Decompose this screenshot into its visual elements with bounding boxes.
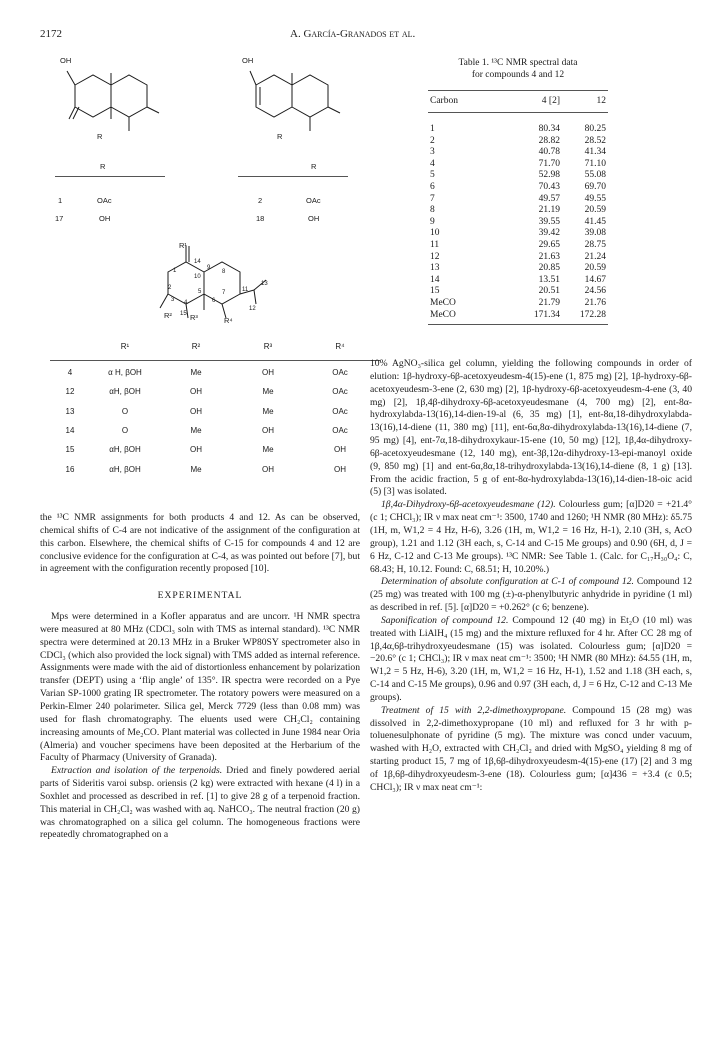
shift-cell: 20.59 xyxy=(584,263,606,274)
atom-11: 11 xyxy=(242,287,249,293)
carbon-cell: 8 xyxy=(430,205,435,216)
section-heading: EXPERIMENTAL xyxy=(157,590,243,602)
shift-cell: 21.63 xyxy=(538,251,560,262)
table-row xyxy=(430,170,606,182)
atom-6: 6 xyxy=(212,298,216,304)
atom-12: 12 xyxy=(249,306,256,312)
table1-header: Carbon 4 [2] 12 xyxy=(430,96,606,106)
paragraph: Dried and finely powdered aerial parts of Sideritis varoi subsp. oriensis (2 kg) were extracted with hexane (4 l) in a Soxhlet and processed as described in ref. [1] to give 28 g of a terpenoid fraction. This material in CH₂Cl₂ was washed with aq. NaHCO₃. The neutral fraction (20 g) was chromatographed on a silica gel column. The homogeneous fractions were repeatedly chromatographed on a xyxy=(40,765,360,841)
carbon-cell: 6 xyxy=(430,181,435,192)
r-label-left: R xyxy=(97,132,103,141)
r2-label: R² xyxy=(164,311,172,320)
col-r2: R² xyxy=(191,342,201,351)
shift-cell: 80.25 xyxy=(584,124,606,134)
structure-eudesmene xyxy=(222,55,352,155)
paragraph: Compound 15 (28 mg) was dissolved in 2,2-dimethoxypropane (10 ml) and refluxed for 3 hr with p-toluenesulphonate of pyridine (5 mg). The mixture was concd under vacuum, washed with H₂O, extracted with CH₂Cl₂ and dried with MgSO₄ yielding 8 mg of starting product 15, 7 mg of 1β,6β-dihydroxyeudesm-4(15)-ene (17) [2] and 3 mg of 1β,6β-dihydroxyeudesm-3-ene (18). Colourless gum; [α]436 = +3.4 (c 0.5; CHCl₃); IR ν max neat cm⁻¹: xyxy=(370,704,692,793)
shift-cell: 21.19 xyxy=(538,205,560,216)
r-head-right: R xyxy=(311,162,317,171)
structure-eudesmane-exo xyxy=(45,55,175,155)
carbon-cell: 3 xyxy=(430,147,435,158)
table-row xyxy=(430,240,606,252)
atom-7: 7 xyxy=(222,290,226,296)
r4-label: R⁴ xyxy=(224,316,233,325)
table-row xyxy=(430,310,606,322)
shift-cell: 52.98 xyxy=(538,170,560,181)
table1-body xyxy=(430,124,606,321)
table-row xyxy=(430,263,606,275)
cmpd-num: 17 xyxy=(55,214,64,223)
table-row xyxy=(430,252,606,264)
atom-9: 9 xyxy=(207,265,211,271)
atom-13: 13 xyxy=(261,281,268,287)
table-row xyxy=(430,159,606,171)
table-row xyxy=(430,136,606,148)
subsection-title: Treatment of 15 with 2,2-dimethoxypropane. xyxy=(381,704,567,716)
atom-5: 5 xyxy=(198,289,202,295)
atom-4: 4 xyxy=(184,300,188,306)
atom-8: 8 xyxy=(222,269,226,275)
shift-cell: 55.08 xyxy=(584,170,606,181)
shift-cell: 29.65 xyxy=(538,239,560,250)
shift-cell: 24.56 xyxy=(584,286,606,297)
table-row: 12 αH, βOH OH Me OAc xyxy=(65,387,348,397)
shift-cell: 13.51 xyxy=(538,274,560,285)
shift-cell: 71.70 xyxy=(538,158,560,169)
r1-label: R¹ xyxy=(179,241,187,250)
oh-label-left: OH xyxy=(60,56,72,65)
shift-cell: 49.55 xyxy=(584,193,606,204)
carbon-cell: 7 xyxy=(430,193,435,204)
shift-cell: 172.28 xyxy=(579,309,606,320)
shift-cell: 14.67 xyxy=(584,274,606,285)
shift-cell: 39.42 xyxy=(538,228,560,239)
carbon-cell: 5 xyxy=(430,170,435,181)
table-row: 15 αH, βOH OH Me OH xyxy=(65,445,346,455)
table-row xyxy=(430,228,606,240)
page-number: 2172 xyxy=(40,28,62,40)
carbon-cell: MeCO xyxy=(430,309,456,320)
table-row xyxy=(430,217,606,229)
shift-cell: 171.34 xyxy=(533,309,560,320)
shift-cell: 39.55 xyxy=(538,216,560,227)
shift-cell: 28.82 xyxy=(538,135,560,146)
paragraph: Compound 12 (40 mg) in Et₂O (10 ml) was treated with LiAlH₄ (15 mg) and the mixture refluxed for 4 hr. After CC 28 mg of 1β,4α,6β-trihydroxyeudesmane (15) was isolated. Colourless gum; [α]D20 = −20.6° (c 1; CHCl₃); IR ν max neat cm⁻¹: 3500; ¹H NMR (80 MHz): δ4.55 (1H, m, W1,2 = 5 Hz, H-6), 3.20 (1H, m, W1,2 = 16 Hz, H-1), 1.52 and 1.18 (3H each, s, C-14 and C-15 Me groups), 0.96 and 0.97 (3H each, d, J = 6 Hz, C-12 and C-13 Me groups). xyxy=(370,614,692,703)
table-row: 4 α H, βOH Me OH OAc xyxy=(67,368,348,378)
subsection-title: 1β,4α-Dihydroxy-6β-acetoxyeudesmane (12). xyxy=(381,499,556,511)
atom-1: 1 xyxy=(173,268,177,274)
substituent-table xyxy=(50,363,376,479)
subsection-title: Extraction and isolation of the terpenoids. xyxy=(51,765,223,777)
carbon-cell: 2 xyxy=(430,135,435,146)
atom-14: 14 xyxy=(194,259,201,265)
carbon-cell: MeCO xyxy=(430,297,456,308)
carbon-cell: 11 xyxy=(430,239,440,250)
carbon-cell: 10 xyxy=(430,228,440,239)
col-r3: R³ xyxy=(263,342,273,351)
subsection-title: Determination of absolute configuration at C-1 of compound 12. xyxy=(381,576,634,588)
paragraph: 10% AgNO₃-silica gel column, yielding the following compounds in order of elution: 1β-hydroxy-6β-acetoxyeudesm-4(15)-ene (1, 875 mg) [2], 1β-hydroxy-6β-acetoxyeudesm-3-ene (2, 630 mg) [2], 1β-hydroxy-6β-acetoxyeudesm-4-ene (3, 40 mg) [2], 1β,4β-dihydroxy-6β-acetoxyeudesmane (4, 700 mg) [2], ent-8α-hydroxylabda-13(16),14-dien-19-al (6, 35 mg) [1], ent-8α,18-dihydroxylabda-13(16),14-diene (11, 380 mg) [11], ent-6α,8α-dihydroxylabda-13(16),14-diene (7, 95 mg) [4], ent-7α,18-dihydroxykaur-15-ene (10, 50 mg) [12], 1β,4α-dihydroxy-6β-acetoxyeudesmane (12, 140 mg), ent-3β,12α-dihydroxy-13-epi-manoyl oxide (9, 850 mg) [1] and ent-6α,8α,18-trihydroxylabda-13(16),14-diene (8, 1 g) [13]. From the acidic fraction, 5 g of ent-8α-hydroxylabda-13(16),14-dien-18-oic acid (5) [3] was isolated. xyxy=(370,358,692,498)
table-row: 16 αH, βOH Me OH OH xyxy=(65,464,346,474)
r-value: OAc xyxy=(97,196,112,205)
paragraph: the ¹³C NMR assignments for both products 4 and 12. As can be observed, chemical shifts of C-4 are not indicative of the assignment of the configuration at this carbon. Elsewhere, the chemical shifts of C-15 for compounds 4 and 12 are conclusive evidence for the configuration at C-4, as was pointed out before [7], but in agreement with the configuration recently proposed [10]. xyxy=(40,512,360,575)
table-row: 14 O Me OH OAc xyxy=(65,426,348,436)
r-value: OH xyxy=(308,214,320,223)
shift-cell: 20.59 xyxy=(584,205,606,216)
paragraph: Colourless gum; [α]D20 = +21.4° (c 1; CHCl₃); IR ν max neat cm⁻¹: 3500, 1740 and 1260; ¹H NMR (80 MHz): δ5.75 (1H, m, W1,2 = 4 Hz, H-6), 3.26 (1H, m, W1,2 = 16 Hz, H-1), 2.10 (3H, s, AcO group), 1.21 and 1.12 (3H each, s, C-14 and C-15 Me groups) and 0.90 (6H, d, J = 6 Hz, C-12 and C-13 Me groups). ¹³C NMR: See Table 1. (Calc. for C₁₇H₃₀O₄: C, 68.43; H, 10.12. Found: C, 68.51; H, 10.20%.) xyxy=(370,499,692,575)
table-row xyxy=(430,147,606,159)
subsection-title: Saponification of compound 12. xyxy=(381,614,509,626)
table-row xyxy=(430,124,606,136)
r-head-left: R xyxy=(100,162,106,171)
carbon-cell: 15 xyxy=(430,286,440,297)
carbon-cell: 13 xyxy=(430,263,440,274)
atom-2: 2 xyxy=(168,285,172,291)
carbon-cell: 1 xyxy=(430,124,435,134)
paragraph: Mps were determined in a Kofler apparatus and are uncorr. ¹H NMR spectra were measured at 80 MHz (CDCl₃ soln with TMS as internal standard). ¹³C NMR spectra were determined at 20.13 MHz in a Bruker WP80SY spectrometer also in CDCl₃ (which also provided the lock signal) with TMS added as internal reference. Assignments were made with the aid of distortionless enhancement by polarization transfer (DEPT) using a ‘flip angle’ of 135°. IR spectra were recorded on a Pye Varian SP-1000 grating IR spectrometer. The rotatory powers were measured on a Perkin-Elmer 240 polarimeter. Silica gel, Merck 7729 (less than 0.08 mm) was used for flash chromatography. The eluents used were CH₂Cl₂ containing increasing amounts of Me₂CO. Plant material was collected in June 1984 near Oria (Almeria) and voucher specimens have been deposited at the Herbarium of the Faculty of Pharmacy (University of Granada). xyxy=(40,611,360,764)
shift-cell: 28.52 xyxy=(584,135,606,146)
table-row xyxy=(430,275,606,287)
r-value: OAc xyxy=(306,196,321,205)
shift-cell: 20.51 xyxy=(538,286,560,297)
r3-label: R³ xyxy=(190,313,198,322)
shift-cell: 21.24 xyxy=(584,251,606,262)
shift-cell: 49.57 xyxy=(538,193,560,204)
table-row xyxy=(430,182,606,194)
oh-label-right: OH xyxy=(242,56,254,65)
atom-10: 10 xyxy=(194,274,201,280)
table-row xyxy=(430,205,606,217)
atom-3: 3 xyxy=(171,297,175,303)
carbon-cell: 14 xyxy=(430,274,440,285)
table-row: 13 O OH Me OAc xyxy=(65,406,348,416)
atom-15: 15 xyxy=(180,311,187,317)
table1-caption: Table 1. ¹³C NMR spectral data for compounds 4 and 12 xyxy=(458,58,578,80)
shift-cell: 41.34 xyxy=(584,147,606,158)
paragraph: Compound 12 (25 mg) was treated with 100 mg (±)-α-phenylbutyric anhydride in pyridine (1 ml) as described in ref. [5]. [α]D20 = +0.262° (c 6; benzene). xyxy=(370,576,692,614)
shift-cell: 39.08 xyxy=(584,228,606,239)
carbon-cell: 4 xyxy=(430,158,435,169)
shift-cell: 21.76 xyxy=(584,297,606,308)
left-column xyxy=(40,512,360,842)
shift-cell: 71.10 xyxy=(584,158,606,169)
right-column xyxy=(370,358,692,795)
table-row xyxy=(430,298,606,310)
table-row xyxy=(430,286,606,298)
shift-cell: 69.70 xyxy=(584,181,606,192)
shift-cell: 70.43 xyxy=(538,181,560,192)
cmpd-num: 2 xyxy=(258,196,263,205)
r-label-right: R xyxy=(277,132,283,141)
shift-cell: 41.45 xyxy=(584,216,606,227)
shift-cell: 80.34 xyxy=(538,124,560,134)
table-row xyxy=(430,194,606,206)
running-title: A. García-Granados et al. xyxy=(290,28,416,40)
shift-cell: 20.85 xyxy=(538,263,560,274)
cmpd-num: 1 xyxy=(58,196,63,205)
col-r4: R⁴ xyxy=(335,342,345,351)
r-value: OH xyxy=(99,214,111,223)
shift-cell: 21.79 xyxy=(538,297,560,308)
shift-cell: 28.75 xyxy=(584,239,606,250)
carbon-cell: 9 xyxy=(430,216,435,227)
shift-cell: 40.78 xyxy=(538,147,560,158)
col-r1: R¹ xyxy=(120,342,130,351)
carbon-cell: 12 xyxy=(430,251,440,262)
cmpd-num: 18 xyxy=(256,214,265,223)
